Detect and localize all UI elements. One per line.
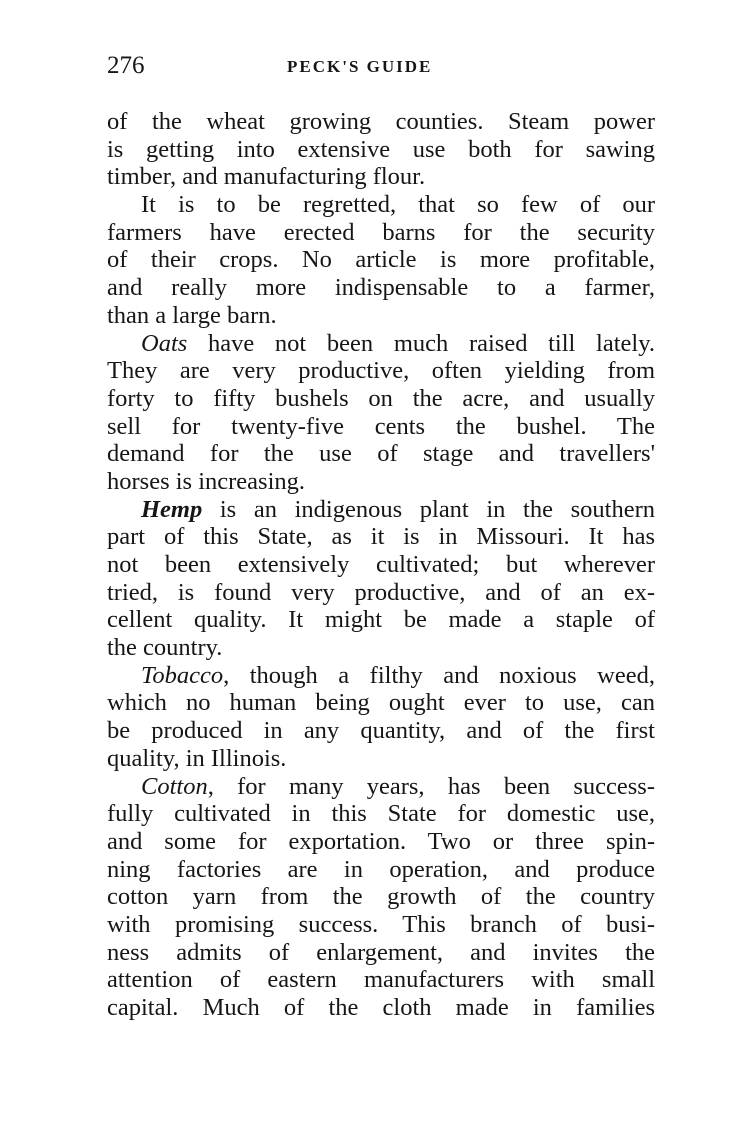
line-text: with promising success. This branch of busi- [107, 910, 655, 938]
line-text: farmers have erected barns for the security [107, 218, 655, 246]
line-text: than a large barn. [107, 301, 277, 329]
text-line [107, 385, 655, 413]
line-text: have not been much raised till lately. [187, 329, 655, 357]
running-head: PECK'S GUIDE [287, 57, 433, 76]
line-text: of the wheat growing counties. Steam power [107, 108, 655, 135]
text-line [107, 274, 655, 302]
line-text: attention of eastern manufacturers with small [107, 966, 655, 994]
page-header [107, 52, 655, 82]
text-line [107, 551, 655, 579]
line-text: ning factories are in operation, and produce [107, 855, 655, 883]
text-line [107, 440, 655, 468]
text-line [107, 163, 655, 191]
text-line [107, 966, 655, 994]
emphasized-term: Hemp [141, 495, 203, 523]
text-line [107, 413, 655, 441]
text-line [107, 496, 655, 524]
line-text: horses is increasing. [107, 467, 305, 495]
text-line [107, 330, 655, 358]
line-text: the country. [107, 634, 223, 662]
line-text: and really more indispensable to a farmer, [107, 274, 655, 302]
line-text: part of this State, as it is in Missouri. It has [107, 523, 655, 551]
line-text: ness admits of enlargement, and invites the [107, 938, 655, 966]
line-text: demand for the use of stage and travellers' [107, 440, 655, 468]
text-line [107, 468, 655, 496]
line-text: , for many years, has been success- [207, 772, 655, 800]
text-line [107, 856, 655, 884]
line-text: cotton yarn from the growth of the country [107, 883, 655, 911]
text-line [107, 246, 655, 274]
text-line [107, 634, 655, 662]
emphasized-term: Tobacco [141, 661, 224, 689]
text-line [107, 939, 655, 967]
emphasized-term: Oats [141, 329, 188, 357]
text-line [107, 717, 655, 745]
line-text: and some for exportation. Two or three spin- [107, 827, 655, 855]
line-text: timber, and manufacturing flour. [107, 163, 426, 191]
text-line [107, 994, 655, 1022]
line-text: which no human being ought ever to use, can [107, 689, 655, 717]
text-line [107, 689, 655, 717]
text-line [107, 662, 655, 690]
text-line [107, 523, 655, 551]
line-text: not been extensively cultivated; but wherever [107, 551, 655, 578]
text-line [107, 745, 655, 773]
text-line [107, 219, 655, 247]
line-text: be produced in any quantity, and of the first [107, 717, 655, 745]
line-text: , though a filthy and noxious weed, [223, 661, 655, 689]
line-text: They are very productive, often yielding from [107, 357, 655, 385]
text-line [107, 357, 655, 385]
line-text: fully cultivated in this State for domestic use, [107, 800, 655, 828]
text-line [107, 800, 655, 828]
line-text: tried, is found very productive, and of an ex- [107, 578, 655, 606]
text-line [107, 302, 655, 330]
text-line [107, 883, 655, 911]
line-text: forty to fifty bushels on the acre, and usually [107, 384, 655, 412]
page-number: 276 [107, 52, 145, 79]
line-text: is getting into extensive use both for sawing [107, 135, 655, 163]
line-text: capital. Much of the cloth made in families [107, 994, 655, 1021]
line-text: is an indigenous plant in the southern [202, 495, 655, 523]
text-line [107, 606, 655, 634]
line-text: sell for twenty-five cents the bushel. The [107, 412, 655, 440]
line-text: quality, in Illinois. [107, 744, 287, 772]
text-line [107, 108, 655, 136]
text-line [107, 191, 655, 219]
text-line [107, 136, 655, 164]
text-line [107, 828, 655, 856]
line-text: cellent quality. It might be made a staple of [107, 606, 655, 634]
text-line [107, 773, 655, 801]
body-text [107, 108, 655, 1022]
text-line [107, 579, 655, 607]
emphasized-term: Cotton [141, 772, 208, 800]
text-line [107, 911, 655, 939]
line-text: of their crops. No article is more profitable, [107, 246, 655, 274]
line-text: It is to be regretted, that so few of our [141, 191, 655, 219]
